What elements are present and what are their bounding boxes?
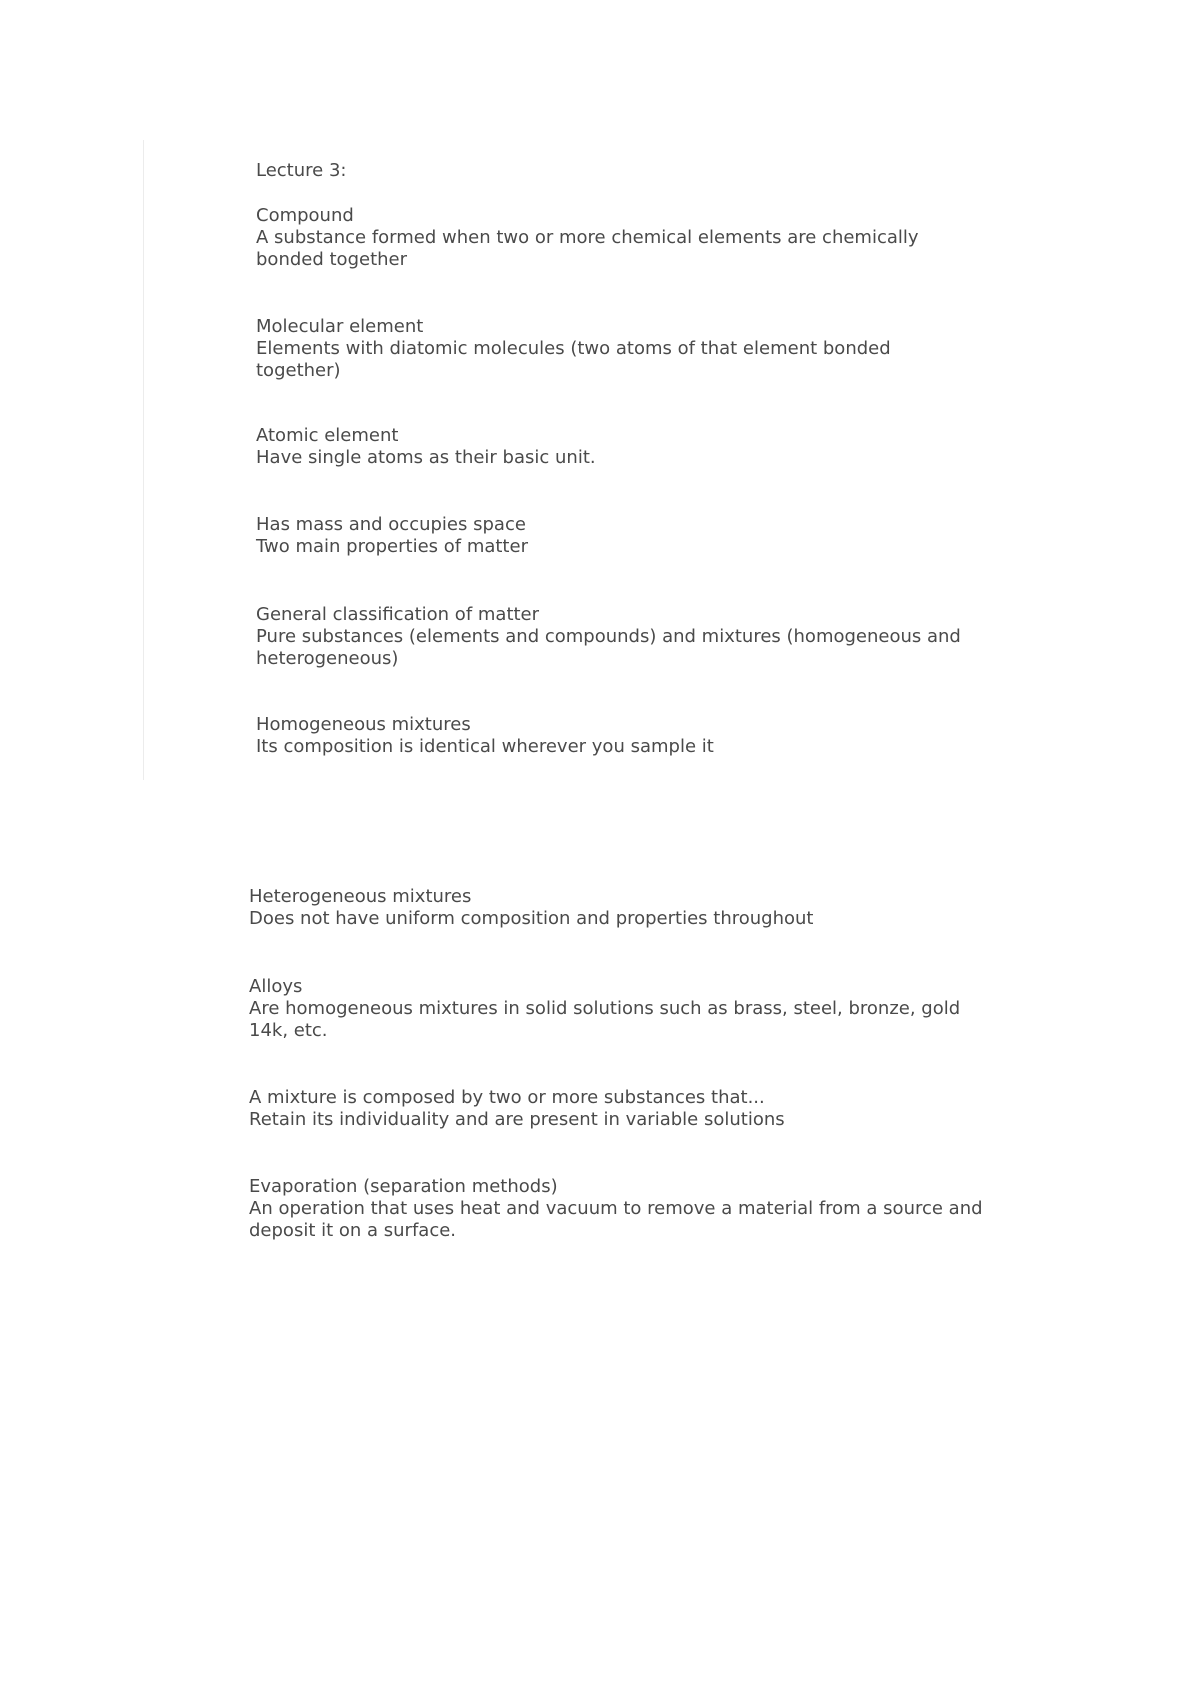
entry-term: Evaporation (separation methods) <box>249 1176 558 1197</box>
entry-definition: Have single atoms as their basic unit. <box>256 447 596 468</box>
entry-term: General classification of matter <box>256 604 540 625</box>
entry-definition: Pure substances (elements and compounds) and mixtures (homogeneous and heterogeneous) <box>256 626 961 669</box>
entry-heterogeneous-mixtures <box>249 886 1009 930</box>
entry-term: Alloys <box>249 976 303 997</box>
margin-rule <box>143 140 144 780</box>
entry-evaporation <box>249 1176 1009 1242</box>
entry-term: Atomic element <box>256 425 399 446</box>
lecture-title: Lecture 3: <box>256 160 347 181</box>
entry-term: Compound <box>256 205 354 226</box>
entry-molecular-element <box>256 316 1016 382</box>
entry-term: A mixture is composed by two or more substances that... <box>249 1087 765 1108</box>
entry-alloys <box>249 976 1009 1042</box>
entry-definition: Its composition is identical wherever you sample it <box>256 736 714 757</box>
entry-compound <box>256 205 1016 271</box>
entry-definition: Two main properties of matter <box>256 536 528 557</box>
entry-term: Homogeneous mixtures <box>256 714 471 735</box>
entry-mixture-composition <box>249 1087 1009 1131</box>
entry-classification-of-matter <box>256 604 1016 670</box>
entry-atomic-element <box>256 425 1016 469</box>
entry-definition: An operation that uses heat and vacuum to remove a material from a source and deposit it on a surface. <box>249 1198 983 1241</box>
entry-term: Has mass and occupies space <box>256 514 526 535</box>
entry-homogeneous-mixtures <box>256 714 1016 758</box>
entry-definition: Are homogeneous mixtures in solid solutions such as brass, steel, bronze, gold 14k, etc. <box>249 998 961 1041</box>
entry-definition: Elements with diatomic molecules (two atoms of that element bonded together) <box>256 338 891 381</box>
entry-definition: A substance formed when two or more chemical elements are chemically bonded together <box>256 227 919 270</box>
entry-term: Heterogeneous mixtures <box>249 886 472 907</box>
entry-mass-and-space <box>256 514 1016 558</box>
entry-definition: Does not have uniform composition and properties throughout <box>249 908 814 929</box>
entry-definition: Retain its individuality and are present in variable solutions <box>249 1109 785 1130</box>
entry-term: Molecular element <box>256 316 424 337</box>
